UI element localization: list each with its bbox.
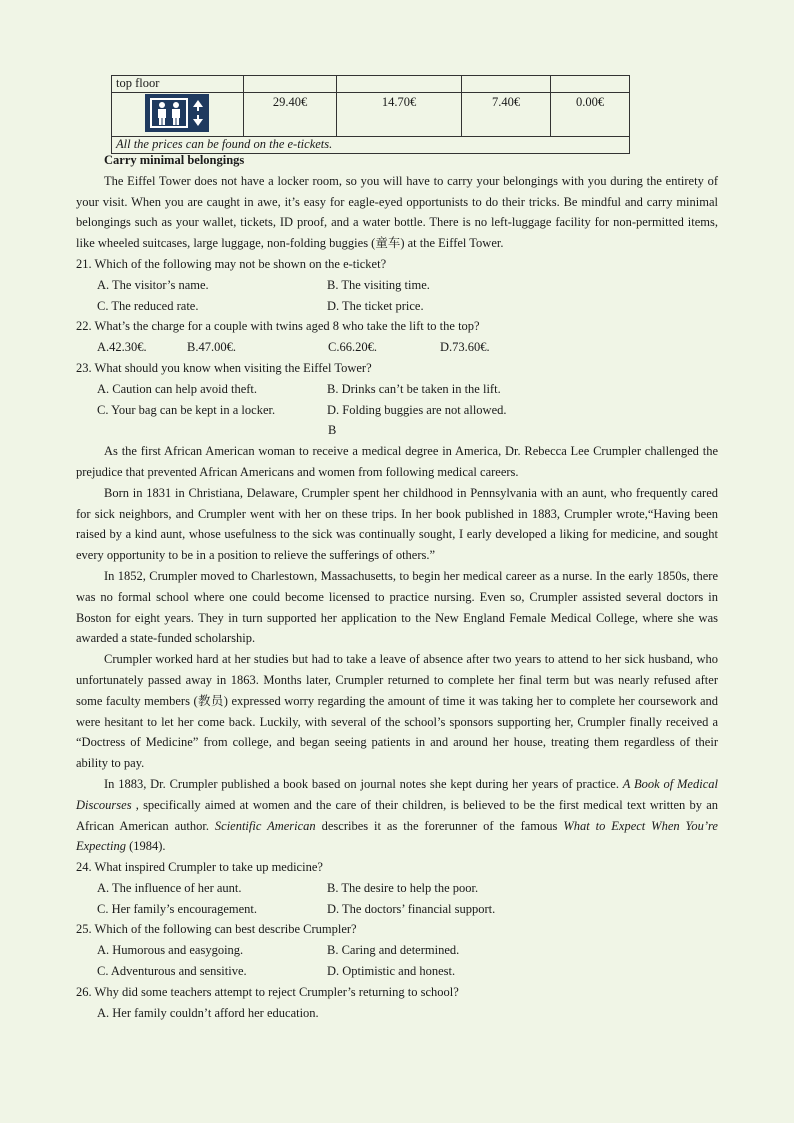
paragraph: In 1852, Crumpler moved to Charlestown, Massachusetts, to begin her medical career as a nurse. In the early 1850s, there was no formal school where one could become licensed to practice nursing. Even so, Crumpler assisted several doctors in Boston for eight years. They in turn supported her application to the New England Female Medical College, where she was awarded a state-funded scholarship. bbox=[76, 568, 718, 646]
section-heading: Carry minimal belongings bbox=[104, 153, 245, 167]
question-24-stem: 24. What inspired Crumpler to take up medicine? bbox=[76, 860, 323, 875]
question-26-options bbox=[76, 1003, 718, 1024]
option-a: A. Her family couldn’t afford her education. bbox=[97, 1005, 319, 1020]
option-d: D.73.60€. bbox=[440, 340, 490, 355]
option-a: A. Humorous and easygoing. bbox=[97, 943, 244, 958]
question-21-options bbox=[76, 275, 718, 317]
option-d: D. Optimistic and honest. bbox=[327, 964, 456, 979]
paragraph: In 1883, Dr. Crumpler published a book based on journal notes she kept during her years of practice. A Book of Medical Discourses , specifically aimed at women and the care of their children, is believed to be the first medical text written by an African American author. Scientific American describes it as the forerunner of the famous What to Expect When You’re Expecting (1984). bbox=[76, 776, 718, 854]
question-24-options bbox=[76, 878, 718, 920]
question-22-options bbox=[76, 337, 718, 358]
lift-cell bbox=[112, 93, 244, 137]
answer-23: B bbox=[328, 423, 337, 438]
question-23-options bbox=[76, 379, 718, 421]
question-22-stem: 22. What’s the charge for a couple with twins aged 8 who take the lift to the top? bbox=[76, 319, 480, 334]
option-b: B. The visiting time. bbox=[327, 277, 430, 292]
option-b: B.47.00€. bbox=[187, 340, 236, 355]
option-d: D. Folding buggies are not allowed. bbox=[327, 402, 507, 417]
option-c: C. Her family’s encouragement. bbox=[97, 901, 258, 916]
price-cell: 29.40€ bbox=[244, 93, 337, 137]
body-text bbox=[76, 150, 718, 1023]
lift-icon bbox=[145, 95, 209, 131]
option-d: D. The ticket price. bbox=[327, 298, 424, 313]
question-23-stem: 23. What should you know when visiting the Eiffel Tower? bbox=[76, 360, 372, 375]
question-21-stem: 21. Which of the following may not be shown on the e-ticket? bbox=[76, 256, 387, 271]
price-cell: 7.40€ bbox=[462, 93, 551, 137]
table-row bbox=[112, 93, 630, 137]
option-c: C. Your bag can be kept in a locker. bbox=[97, 402, 276, 417]
option-b: B. Caring and determined. bbox=[327, 943, 460, 958]
option-b: B. Drinks can’t be taken in the lift. bbox=[327, 381, 501, 396]
question-25-stem: 25. Which of the following can best describe Crumpler? bbox=[76, 922, 357, 937]
paragraph: Crumpler worked hard at her studies but had to take a leave of absence after two years to attend to her sick husband, who unfortunately passed away in 1863. Months later, Crumpler returned to complete her final term but was nearly refused after some faculty members (教员) expressed worry regarding the amount of time it was taking her to complete her coursework and were hesitant to let her come back. Luckily, with several of the school’s sponsors supporting her, Crumpler finally received a “Doctress of Medicine” from college, and began seeing patients in and around her house, treating them regardless of their ability to pay. bbox=[76, 652, 718, 771]
book-title: A Book of Medical Discourses bbox=[76, 776, 718, 812]
option-a: A.42.30€. bbox=[97, 340, 147, 355]
option-c: C.66.20€. bbox=[328, 340, 377, 355]
option-a: A. Caution can help avoid theft. bbox=[97, 381, 258, 396]
option-d: D. The doctors’ financial support. bbox=[327, 901, 496, 916]
option-a: A. The influence of her aunt. bbox=[97, 880, 242, 895]
price-cell: 14.70€ bbox=[337, 93, 462, 137]
paragraph: The Eiffel Tower does not have a locker room, so you will have to carry your belongings with you during the entirety of your visit. When you are caught in awe, it’s easy for eagle-eyed opportunists to do their tricks. Be mindful and carry minimal belongings such as your wallet, tickets, ID proof, and a water bottle. There is no left-luggage facility for non-permitted items, like wheeled suitcases, large luggage, non-folding buggies (童车) at the Eiffel Tower. bbox=[76, 173, 718, 251]
book-title: What to Expect When You’re Expecting bbox=[76, 818, 718, 854]
paragraph: As the first African American woman to receive a medical degree in America, Dr. Rebecca Lee Crumpler challenged the prejudice that prevented African Americans and women from following medical careers. bbox=[76, 444, 718, 479]
option-c: C. Adventurous and sensitive. bbox=[97, 964, 247, 979]
question-26-stem: 26. Why did some teachers attempt to reject Crumpler’s returning to school? bbox=[76, 984, 459, 999]
price-table bbox=[111, 75, 630, 154]
option-a: A. The visitor’s name. bbox=[97, 277, 209, 292]
table-note: All the prices can be found on the e-tickets. bbox=[112, 137, 630, 154]
magazine-title: Scientific American bbox=[214, 818, 316, 833]
row-label-top-floor: top floor bbox=[112, 76, 244, 93]
table-row bbox=[112, 76, 630, 93]
option-b: B. The desire to help the poor. bbox=[327, 880, 479, 895]
question-25-options bbox=[76, 940, 718, 982]
option-c: C. The reduced rate. bbox=[97, 298, 199, 313]
price-cell: 0.00€ bbox=[551, 93, 630, 137]
paragraph: Born in 1831 in Christiana, Delaware, Crumpler spent her childhood in Pennsylvania with an aunt, who frequently cared for sick neighbors, and Crumpler went with her on these trips. In her book published in 1883, Crumpler wrote,“Having been raised by a kind aunt, whose usefulness to the sick was continually sought, I early developed a liking for medicine, and sought every opportunity to be in a position to relieve the sufferings of others.” bbox=[76, 485, 718, 563]
